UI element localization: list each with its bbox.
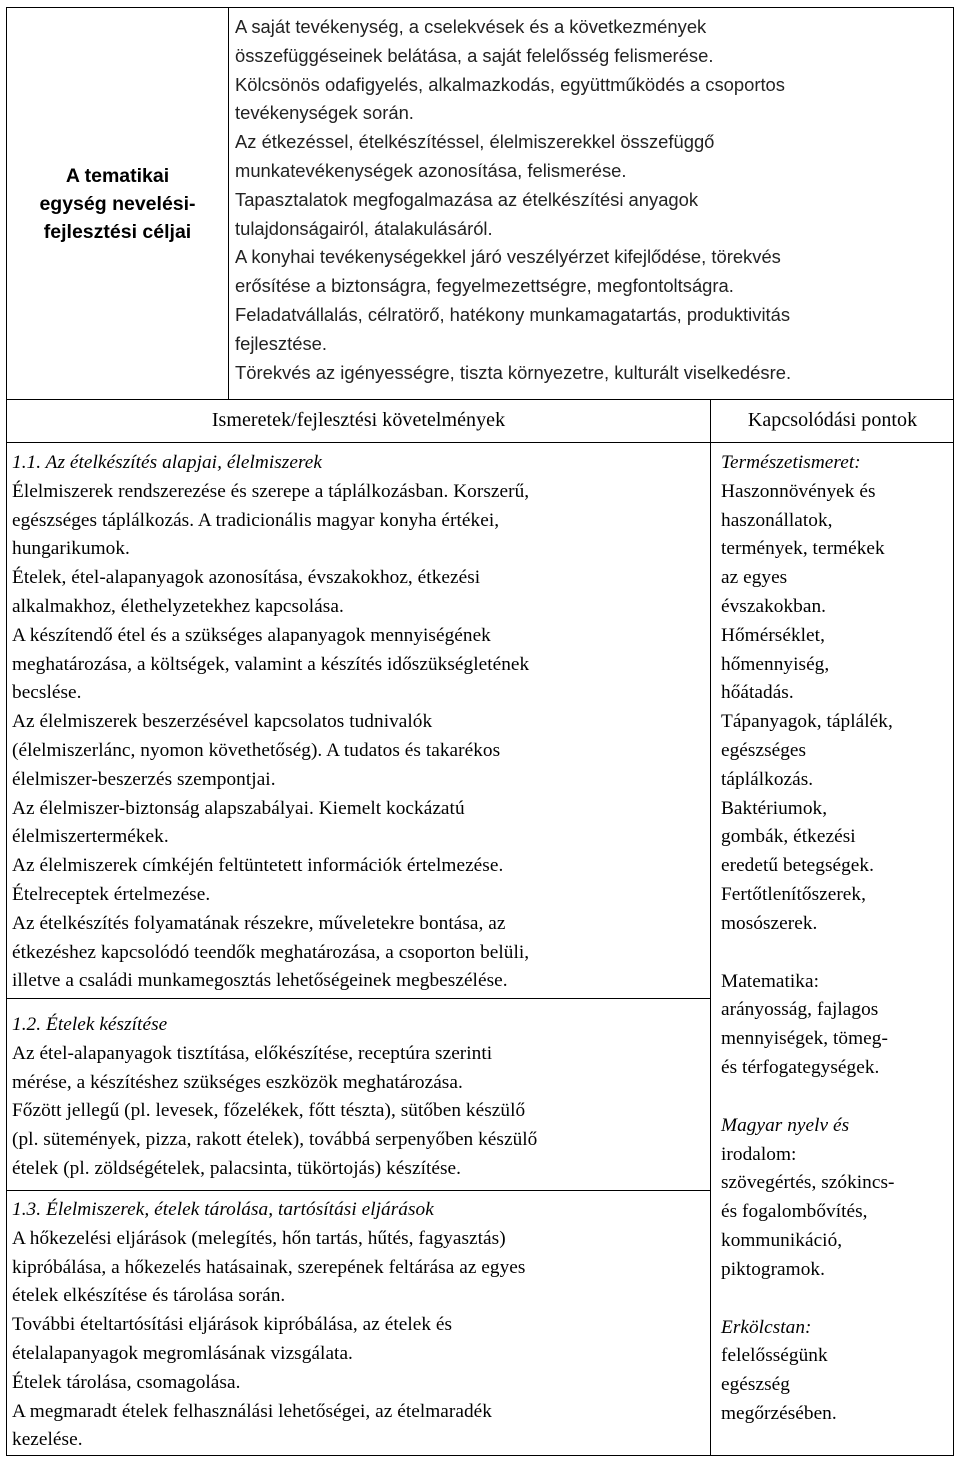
connection-line: Baktériumok, [721, 797, 828, 819]
section-1-1 [12, 449, 706, 996]
goals-bottom-rule [6, 399, 954, 400]
goal-line: A saját tevékenység, a cselekvések és a következmények [235, 16, 707, 37]
section-line: Az ételkészítés folyamatának részekre, műveletekre bontása, az [12, 912, 506, 934]
connections-column [721, 449, 951, 1429]
connection-line: arányosság, fajlagos [721, 999, 879, 1021]
connection-subject: Természetismeret: [721, 452, 861, 473]
section-line: ételalapanyagok megromlásának vizsgálata. [12, 1342, 353, 1364]
section-line: egészséges táplálkozás. A tradicionális magyar konyha értékei, [12, 509, 500, 531]
section-1-3 [12, 1196, 706, 1455]
connection-line: hőátadás. [721, 682, 794, 704]
section-line: ételek (pl. zöldségételek, palacsinta, tükörtojás) készítése. [12, 1157, 462, 1179]
goal-line: munkatevékenységek azonosítása, felismerése. [235, 159, 627, 181]
connections-header: Kapcsolódási pontok [747, 409, 918, 431]
goal-line: Tapasztalatok megfogalmazása az ételkészítési anyagok [235, 188, 699, 210]
section-line: További ételtartósítási eljárások kipróbálása, az ételek és [12, 1314, 453, 1336]
section-line: Az élelmiszerek címkéjén feltüntetett információk értelmezése. [12, 855, 504, 877]
connection-line: az egyes [721, 567, 788, 589]
section-line: Főzött jellegű (pl. levesek, főzelékek, főtt tészta), sütőben készülő [12, 1100, 526, 1122]
connection-line: Hőmérséklet, [721, 624, 825, 646]
knowledge-header: Ismeretek/fejlesztési követelmények [211, 409, 506, 431]
section-line: élelmiszertermékek. [12, 826, 169, 848]
goal-line: tulajdonságairól, átalakulásáról. [235, 217, 493, 239]
goal-line: összefüggéseinek belátása, a saját felelősség felismerése. [235, 44, 714, 66]
section-line: Ételek tárolása, csomagolása. [12, 1371, 241, 1393]
connection-line: és fogalombővítés, [721, 1201, 868, 1223]
columns-divider [710, 399, 711, 1456]
goals-label-cell [7, 8, 228, 399]
connection-line: szövegértés, szókincs- [721, 1172, 895, 1194]
section-2-bottom-rule [6, 1190, 710, 1191]
goal-line: fejlesztése. [235, 332, 327, 354]
connection-subject: Matematika: [721, 970, 819, 992]
connection-line: haszonállatok, [721, 509, 833, 531]
section-line: A készítendő étel és a szükséges alapanyagok mennyiségének [12, 624, 491, 646]
goal-line: A konyhai tevékenységekkel járó veszélyérzet kifejlődése, törekvés [235, 246, 781, 268]
goals-label-line: egység nevelési- [39, 192, 196, 215]
connection-line: és térfogategységek. [721, 1056, 880, 1078]
connection-line: hőmennyiség, [721, 653, 830, 675]
connection-line: mennyiségek, tömeg- [721, 1028, 888, 1050]
section-line: Ételreceptek értelmezése. [12, 883, 211, 905]
connection-line: megőrzésében. [721, 1402, 837, 1424]
section-line: Az étel-alapanyagok tisztítása, előkészítése, receptúra szerinti [12, 1042, 493, 1064]
connection-line: Haszonnövények és [721, 480, 876, 502]
connection-line: termények, termékek [721, 538, 885, 560]
connection-line: egészséges [721, 739, 807, 761]
connection-line: mosószerek. [721, 912, 818, 934]
connection-line: felelősségünk [721, 1345, 828, 1367]
connection-line: eredetű betegségek. [721, 855, 874, 877]
header-bottom-rule [6, 442, 954, 443]
connection-line: évszakokban. [721, 595, 826, 617]
section-line: kezelése. [12, 1429, 83, 1451]
section-line: Az élelmiszer-biztonság alapszabályai. Kiemelt kockázatú [12, 797, 465, 819]
connection-subject: Erkölcstan: [721, 1316, 812, 1338]
section-line: meghatározása, a költségek, valamint a készítés időszükségletének [12, 653, 530, 675]
section-line: mérése, a készítéshez szükséges eszközök meghatározása. [12, 1071, 463, 1093]
connection-line: Tápanyagok, táplálék, [721, 711, 893, 733]
section-line: becslése. [12, 682, 82, 704]
goal-line: Feladatvállalás, célratörő, hatékony munkamagatartás, produktivitás [235, 303, 791, 325]
connection-line: gombák, étkezési [721, 826, 856, 848]
connection-subject: Magyar nyelv és [721, 1114, 850, 1136]
goal-line: erősítése a biztonságra, fegyelmezettségre, megfontoltságra. [235, 275, 734, 297]
section-1-bottom-rule [6, 998, 710, 999]
section-line: ételek elkészítése és tárolása során. [12, 1285, 286, 1307]
section-line: hungarikumok. [12, 538, 130, 560]
section-line: A megmaradt ételek felhasználási lehetőségei, az ételmaradék [12, 1400, 492, 1422]
section-line: élelmiszer-beszerzés szempontjai. [12, 768, 276, 790]
section-line: Élelmiszerek rendszerezése és szerepe a táplálkozásban. Korszerű, [12, 480, 530, 502]
section-line: Ételek, étel-alapanyagok azonosítása, évszakokhoz, étkezési [12, 567, 481, 589]
goal-line: Törekvés az igényességre, tiszta környezetre, kulturált viselkedésre. [235, 361, 792, 383]
goals-label-line: A tematikai [65, 164, 170, 187]
goal-line: Kölcsönös odafigyelés, alkalmazkodás, együttműködés a csoportos [235, 73, 785, 95]
connection-line: piktogramok. [721, 1258, 825, 1280]
section-line: kipróbálása, a hőkezelés hatásainak, szerepének feltárása az egyes [12, 1256, 526, 1278]
goals-text [228, 13, 953, 387]
goal-line: tevékenységek során. [235, 102, 414, 124]
section-line: illetve a családi munkamegosztás lehetőségeinek megbeszélése. [12, 970, 508, 992]
section-line: étkezéshez kapcsolódó teendők meghatározása, a csoporton belüli, [12, 941, 530, 963]
connection-line: Fertőtlenítőszerek, [721, 883, 866, 905]
section-line: alkalmakhoz, élethelyzetekhez kapcsolása. [12, 595, 344, 617]
connection-line: egészség [721, 1374, 790, 1396]
goals-label [39, 162, 195, 246]
section-title: 1.2. Ételek készítése [12, 1014, 168, 1035]
connection-line: irodalom: [721, 1143, 797, 1165]
goal-line: Az étkezéssel, ételkészítéssel, élelmiszerekkel összefüggő [235, 131, 715, 153]
section-1-2 [12, 1011, 706, 1184]
goals-label-line: fejlesztési céljai [43, 220, 192, 243]
section-line: Az élelmiszerek beszerzésével kapcsolatos tudnivalók [12, 711, 433, 733]
section-title: 1.3. Élelmiszerek, ételek tárolása, tartósítási eljárások [12, 1199, 434, 1220]
section-line: (pl. sütemények, pizza, rakott ételek), továbbá serpenyőben készülő [12, 1129, 538, 1151]
section-line: (élelmiszerlánc, nyomon követhetőség). A tudatos és takarékos [12, 739, 501, 761]
section-line: A hőkezelési eljárások (melegítés, hőn tartás, hűtés, fagyasztás) [12, 1227, 506, 1249]
connection-line: táplálkozás. [721, 768, 814, 790]
section-title: 1.1. Az ételkészítés alapjai, élelmiszerek [12, 452, 322, 473]
connection-line: kommunikáció, [721, 1229, 843, 1251]
